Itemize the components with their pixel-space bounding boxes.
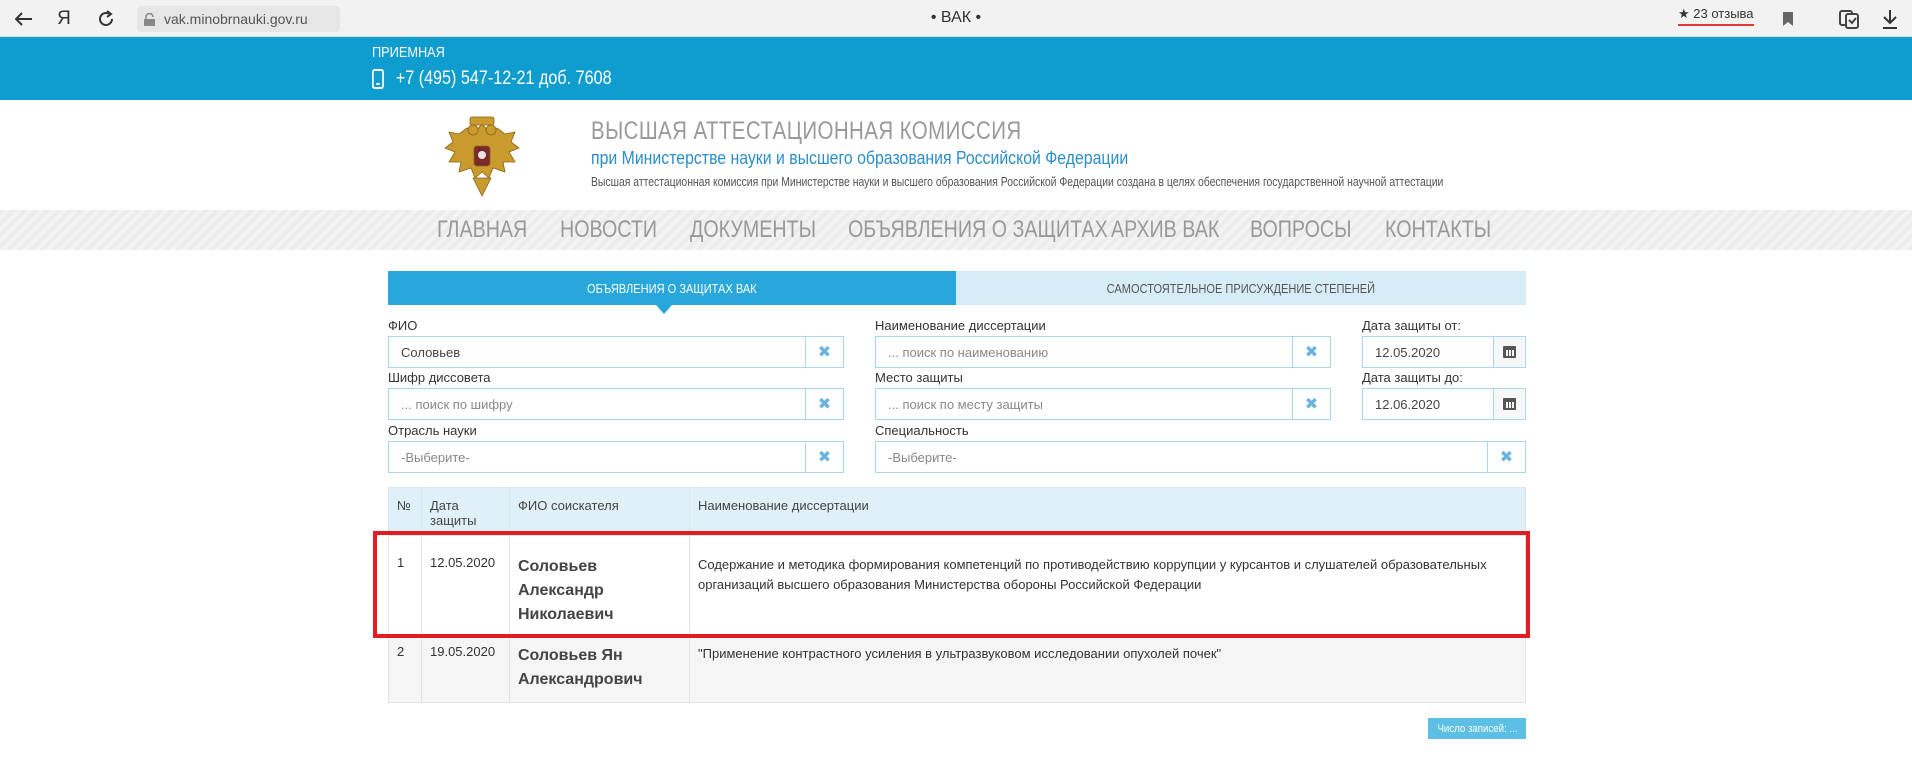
table-row[interactable] bbox=[389, 536, 1526, 638]
date-from-label: Дата защиты от: bbox=[1362, 318, 1461, 333]
nav-archive[interactable]: АРХИВ ВАК bbox=[1111, 216, 1220, 243]
reception-phone[interactable] bbox=[372, 68, 612, 90]
fio-field bbox=[388, 336, 844, 368]
cipher-clear-icon[interactable]: ✖ bbox=[805, 389, 843, 419]
cipher-input[interactable] bbox=[389, 389, 805, 419]
fio-label: ФИО bbox=[388, 318, 418, 333]
col-num-header[interactable]: № bbox=[389, 488, 422, 536]
yandex-icon[interactable]: Я bbox=[57, 8, 71, 29]
place-clear-icon[interactable]: ✖ bbox=[1292, 389, 1330, 419]
lock-icon bbox=[143, 13, 156, 26]
back-arrow-icon[interactable] bbox=[11, 6, 37, 32]
row-fio: Соловьев Александр Николаевич bbox=[510, 536, 690, 638]
nav-defense-announcements[interactable]: ОБЪЯВЛЕНИЯ О ЗАЩИТАХ bbox=[848, 216, 1108, 243]
fio-input[interactable] bbox=[389, 337, 805, 367]
date-from-input[interactable] bbox=[1363, 337, 1493, 367]
specialty-clear-icon[interactable]: ✖ bbox=[1487, 442, 1525, 472]
date-to-label: Дата защиты до: bbox=[1362, 370, 1463, 385]
site-header bbox=[0, 100, 1912, 210]
nav-questions[interactable]: ВОПРОСЫ bbox=[1250, 216, 1352, 243]
row-date: 12.05.2020 bbox=[422, 536, 510, 638]
row-fio: Соловьев Ян Александрович bbox=[510, 638, 690, 703]
tab-vak-announcements[interactable]: ОБЪЯВЛЕНИЯ О ЗАЩИТАХ ВАК bbox=[388, 271, 956, 305]
site-description: Высшая аттестационная комиссия при Министерстве науки и высшего образования Российской Федерации создана в целях обеспечения государственной научной аттестации bbox=[591, 174, 1444, 189]
main-nav bbox=[0, 210, 1912, 250]
branch-input[interactable] bbox=[389, 442, 805, 472]
phone-number: +7 (495) 547-12-21 доб. 7608 bbox=[395, 68, 612, 89]
title-label: Наименование диссертации bbox=[875, 318, 1046, 333]
title-input[interactable] bbox=[876, 337, 1292, 367]
col-fio-header[interactable]: ФИО соискателя bbox=[510, 488, 690, 536]
results-table bbox=[388, 487, 1526, 703]
row-title: Содержание и методика формирования компетенций по противодействию коррупции у курсантов и слушателей образовательных организаций высшего образования Министерства обороны Российской Федерации bbox=[690, 536, 1526, 638]
bookmark-icon[interactable] bbox=[1775, 6, 1801, 32]
col-title-header[interactable]: Наименование диссертации bbox=[690, 488, 1526, 536]
branch-clear-icon[interactable]: ✖ bbox=[805, 442, 843, 472]
contact-bar bbox=[0, 37, 1912, 100]
specialty-label: Специальность bbox=[875, 423, 969, 438]
date-from-field bbox=[1362, 336, 1526, 368]
date-to-input[interactable] bbox=[1363, 389, 1493, 419]
coat-of-arms-logo[interactable] bbox=[437, 114, 527, 200]
download-icon[interactable] bbox=[1877, 6, 1903, 32]
nav-home[interactable]: ГЛАВНАЯ bbox=[437, 216, 528, 243]
tab-title: • ВАК • bbox=[930, 9, 982, 26]
cipher-label: Шифр диссовета bbox=[388, 370, 491, 385]
title-field bbox=[875, 336, 1331, 368]
browser-toolbar bbox=[0, 0, 1912, 37]
table-header-row bbox=[389, 488, 1526, 536]
specialty-input[interactable] bbox=[876, 442, 1487, 472]
site-subtitle: при Министерстве науки и высшего образования Российской Федерации bbox=[591, 148, 1129, 168]
row-num: 1 bbox=[389, 536, 422, 638]
row-num: 2 bbox=[389, 638, 422, 703]
site-title: ВЫСШАЯ АТТЕСТАЦИОННАЯ КОМИССИЯ bbox=[591, 117, 1022, 145]
title-clear-icon[interactable]: ✖ bbox=[1292, 337, 1330, 367]
date-to-field bbox=[1362, 388, 1526, 420]
nav-contacts[interactable]: КОНТАКТЫ bbox=[1385, 216, 1492, 243]
place-input[interactable] bbox=[876, 389, 1292, 419]
reception-label: ПРИЕМНАЯ bbox=[372, 44, 445, 61]
records-count-button[interactable]: Число записей: ... bbox=[1428, 718, 1526, 739]
address-bar[interactable] bbox=[137, 6, 340, 32]
fio-clear-icon[interactable]: ✖ bbox=[805, 337, 843, 367]
branch-select bbox=[388, 441, 844, 473]
table-row[interactable] bbox=[389, 638, 1526, 703]
address-url: vak.minobrnauki.gov.ru bbox=[164, 11, 308, 27]
place-field bbox=[875, 388, 1331, 420]
reviews-link[interactable]: ★ 23 отзыва bbox=[1678, 6, 1754, 26]
branch-label: Отрасль науки bbox=[388, 423, 477, 438]
cipher-field bbox=[388, 388, 844, 420]
collections-icon[interactable] bbox=[1836, 6, 1862, 32]
row-date: 19.05.2020 bbox=[422, 638, 510, 703]
row-title: "Применение контрастного усиления в ультразвуковом исследовании опухолей почек" bbox=[690, 638, 1526, 703]
reload-icon[interactable] bbox=[93, 6, 119, 32]
tab-independent-degrees[interactable]: САМОСТОЯТЕЛЬНОЕ ПРИСУЖДЕНИЕ СТЕПЕНЕЙ bbox=[956, 271, 1526, 305]
specialty-select bbox=[875, 441, 1526, 473]
active-tab-pointer bbox=[656, 305, 672, 314]
calendar-icon[interactable] bbox=[1493, 337, 1525, 367]
place-label: Место защиты bbox=[875, 370, 963, 385]
col-date-header[interactable]: Дата защиты bbox=[422, 488, 510, 536]
nav-documents[interactable]: ДОКУМЕНТЫ bbox=[690, 216, 816, 243]
calendar-icon[interactable] bbox=[1493, 389, 1525, 419]
phone-icon bbox=[372, 69, 384, 89]
nav-news[interactable]: НОВОСТИ bbox=[560, 216, 658, 243]
